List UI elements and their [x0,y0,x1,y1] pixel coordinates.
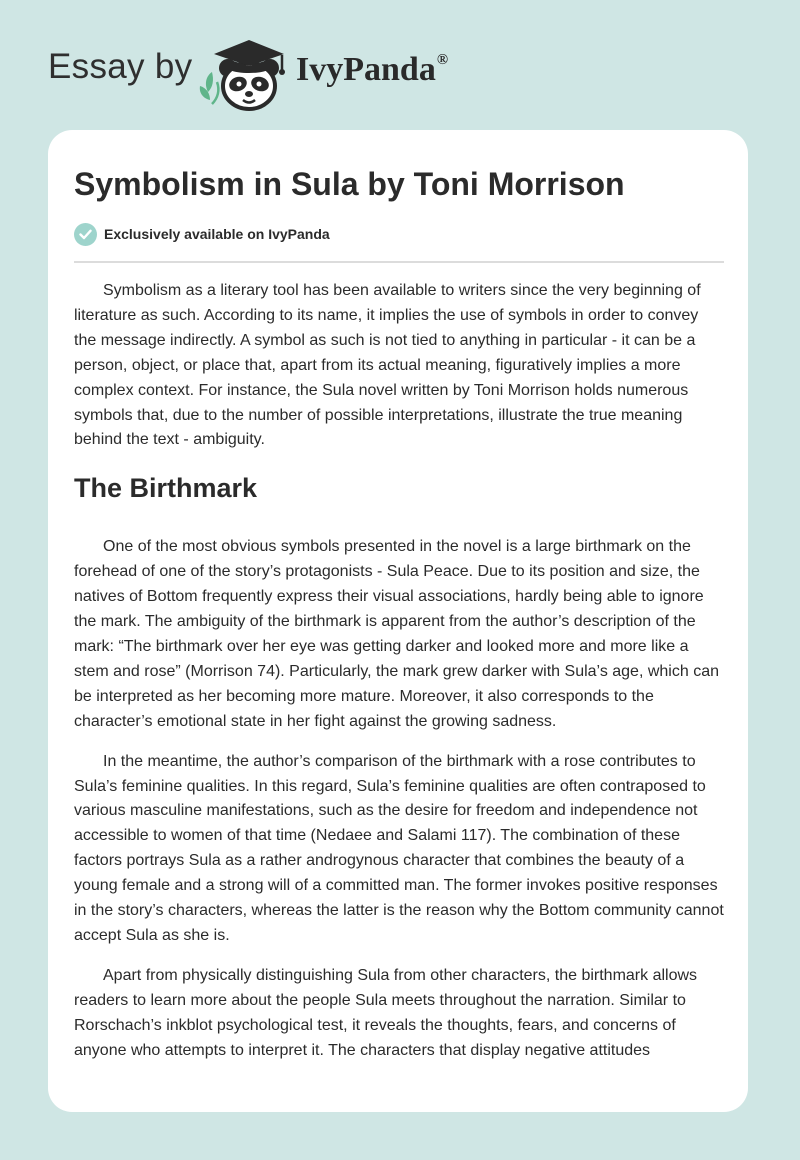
essay-card [48,130,748,1112]
registered-mark: ® [436,51,449,68]
title-divider [74,261,724,263]
check-icon [74,223,97,246]
body-paragraph: Apart from physically distinguishing Sula from other characters, the birthmark allows readers to learn more about the people Sula meets throughout the narration. Similar to Rorschach’s inkblot psychological test, it reveals the thoughts, fears, and concerns of anyone who attempts to interpret it. The characters that display negative attitudes [74,966,698,1059]
essay-title: Symbolism in Sula by Toni Morrison [74,166,625,202]
body-paragraph: One of the most obvious symbols presented in the novel is a large birthmark on the forehead of one of the story’s protagonists - Sula Peace. Due to its position and size, the natives of Bottom frequently express their visual associations, hardly being able to ignore the mark. The ambiguity of the birthmark is apparent from the author’s description of the mark: “The birthmark over her eye was getting darker and looked more and more like a stem and rose” (Morrison 74). Particularly, the mark grew darker with Sula’s age, which can be interpreted as her becoming more mature. Moreover, it also corresponds to the character’s emotional state in her fight against the growing sadness. [74,538,719,730]
essay-body [74,279,724,1078]
exclusive-badge-text: Exclusively available on IvyPanda [104,226,330,242]
site-header [0,0,800,130]
panda-graduate-icon[interactable] [198,30,294,112]
body-paragraph: In the meantime, the author’s comparison of the birthmark with a rose contributes to Sula’s feminine qualities. In this regard, Sula’s feminine qualities are often contraposed to various masculine manifestations, such as the desire for freedom and independence not accessible to women of that time (Nedaee and Salami 117). The combination of these factors portrays Sula as a rather androgynous character that combines the beauty of a young female and a strong will of a committed man. The former invokes positive responses in the story’s characters, whereas the latter is the reason why the Bottom community cannot accept Sula as she is. [74,752,724,944]
section-heading: The Birthmark [74,473,258,504]
brand-name[interactable]: IvyPanda® [296,51,449,88]
intro-paragraph: Symbolism as a literary tool has been available to writers since the very beginning of literature as such. According to its name, it implies the use of symbols in order to convey the message indirectly. A symbol as such is not tied to anything in particular - it can be a person, object, or place that, apart from its actual meaning, figuratively implies a more complex context. For instance, the Sula novel written by Toni Morrison holds numerous symbols that, due to the number of possible interpretations, illustrate the true meaning behind the text - ambiguity. [74,282,701,449]
exclusive-badge [74,222,330,246]
essay-by-label: Essay by [48,47,193,86]
